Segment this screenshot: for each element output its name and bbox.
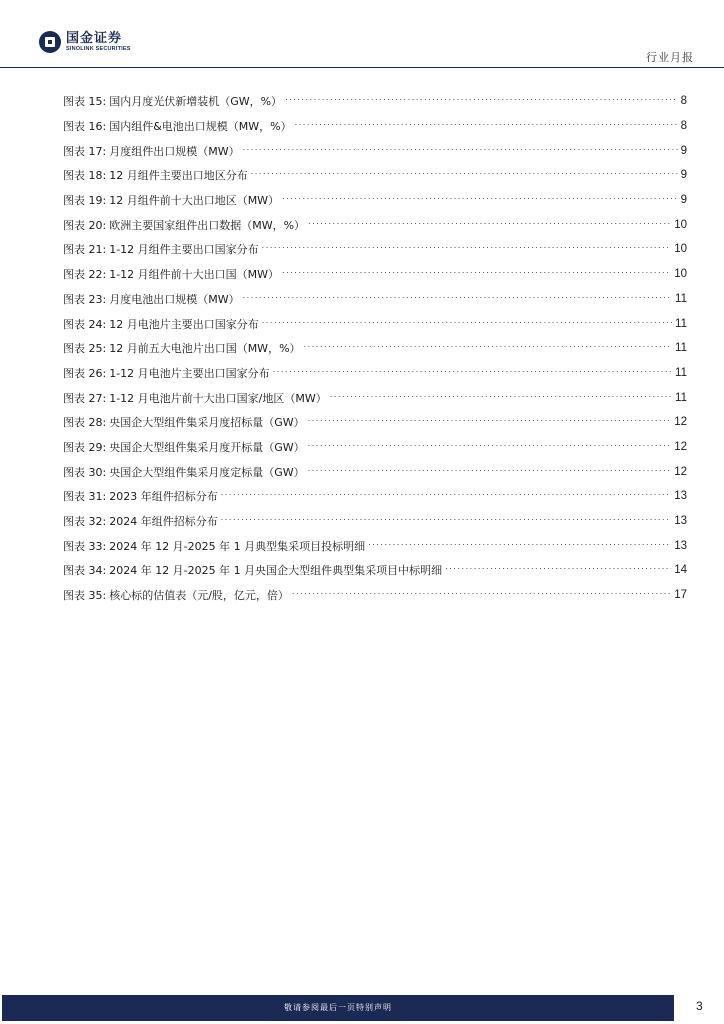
toc-entry[interactable] bbox=[63, 533, 687, 558]
toc-entry-title: 央国企大型组件集采月度开标量（GW） bbox=[109, 440, 305, 454]
toc-entry[interactable] bbox=[63, 114, 687, 139]
toc-entry-page: 13 bbox=[674, 539, 687, 552]
page-header bbox=[0, 0, 724, 68]
toc-entry-page: 9 bbox=[680, 194, 687, 207]
toc-entry-title: 2024 年 12 月-2025 年 1 月央国企大型组件典型集采项目中标明细 bbox=[109, 564, 443, 578]
toc-entry-label: 图表 17: bbox=[63, 144, 107, 158]
toc-entry-page: 14 bbox=[674, 564, 687, 577]
toc-entry-label: 图表 16: bbox=[63, 120, 107, 134]
toc-entry[interactable] bbox=[63, 188, 687, 213]
toc-entry[interactable] bbox=[63, 484, 687, 509]
toc-entry-label: 图表 15: bbox=[63, 95, 107, 109]
footer-disclaimer: 敬请参阅最后一页特别声明 bbox=[284, 1003, 392, 1012]
toc-entry[interactable] bbox=[63, 509, 687, 534]
toc-entry-label: 图表 26: bbox=[63, 366, 107, 380]
toc-dot-leader bbox=[295, 119, 678, 133]
toc-entry-title: 1-12 月组件前十大出口国（MW） bbox=[109, 268, 280, 282]
toc-entry-page: 11 bbox=[675, 342, 687, 355]
footer-bar bbox=[2, 995, 674, 1021]
toc-entry-label: 图表 25: bbox=[63, 342, 107, 356]
logo-english-name: SINOLINK SECURITIES bbox=[66, 46, 131, 52]
toc-entry-label: 图表 34: bbox=[63, 564, 107, 578]
toc-entry[interactable] bbox=[63, 262, 687, 287]
toc-entry-title: 12 月前五大电池片出口国（MW，%） bbox=[109, 342, 301, 356]
toc-entry-title: 央国企大型组件集采月度定标量（GW） bbox=[109, 465, 305, 479]
toc-entry-label: 图表 24: bbox=[63, 317, 107, 331]
toc-entry-label: 图表 20: bbox=[63, 218, 107, 232]
toc-dot-leader bbox=[285, 94, 678, 108]
toc-dot-leader bbox=[304, 341, 673, 355]
toc-entry-label: 图表 31: bbox=[63, 490, 107, 504]
toc-entry-title: 12 月电池片主要出口国家分布 bbox=[109, 317, 259, 331]
toc-entry-page: 13 bbox=[674, 490, 687, 503]
toc-entry[interactable] bbox=[63, 459, 687, 484]
toc-entry-page: 8 bbox=[680, 120, 687, 133]
toc-dot-leader bbox=[308, 415, 672, 429]
toc-entry-page: 12 bbox=[674, 440, 687, 453]
toc-entry[interactable] bbox=[63, 385, 687, 410]
toc-dot-leader bbox=[368, 539, 671, 553]
report-type-label: 行业月报 bbox=[646, 51, 694, 64]
toc-entry-label: 图表 29: bbox=[63, 440, 107, 454]
toc-entry-title: 2024 年组件招标分布 bbox=[109, 515, 218, 529]
toc-entry-label: 图表 35: bbox=[63, 589, 107, 603]
toc-entry-label: 图表 22: bbox=[63, 268, 107, 282]
chart-index-list bbox=[63, 89, 687, 607]
toc-entry-page: 12 bbox=[674, 465, 687, 478]
toc-entry-page: 17 bbox=[674, 589, 687, 602]
toc-entry-title: 月度电池出口规模（MW） bbox=[109, 292, 240, 306]
toc-entry[interactable] bbox=[63, 410, 687, 435]
sinolink-logo-icon bbox=[38, 30, 62, 54]
toc-entry-page: 11 bbox=[675, 292, 687, 305]
toc-entry-title: 国内月度光伏新增装机（GW，%） bbox=[109, 95, 283, 109]
toc-dot-leader bbox=[308, 465, 672, 479]
toc-entry-title: 央国企大型组件集采月度招标量（GW） bbox=[109, 416, 305, 430]
toc-entry-page: 10 bbox=[674, 268, 687, 281]
header-divider bbox=[0, 67, 724, 68]
toc-entry-page: 11 bbox=[675, 317, 687, 330]
toc-dot-leader bbox=[330, 391, 672, 405]
toc-entry-label: 图表 21: bbox=[63, 243, 107, 257]
toc-entry[interactable] bbox=[63, 361, 687, 386]
toc-entry[interactable] bbox=[63, 583, 687, 608]
page-number: 3 bbox=[696, 999, 703, 1013]
toc-entry-title: 欧洲主要国家组件出口数据（MW，%） bbox=[109, 218, 306, 232]
toc-entry-title: 核心标的估值表（元/股，亿元，倍） bbox=[109, 589, 289, 603]
logo-chinese-name: 国金证券 bbox=[66, 31, 123, 46]
toc-entry[interactable] bbox=[63, 435, 687, 460]
toc-dot-leader bbox=[273, 366, 672, 380]
toc-entry-page: 8 bbox=[680, 95, 687, 108]
toc-entry-page: 10 bbox=[674, 218, 687, 231]
toc-dot-leader bbox=[251, 168, 678, 182]
toc-entry-title: 2023 年组件招标分布 bbox=[109, 490, 218, 504]
toc-dot-leader bbox=[262, 242, 672, 256]
toc-entry-title: 12 月组件前十大出口地区（MW） bbox=[109, 194, 280, 208]
toc-dot-leader bbox=[221, 514, 672, 528]
toc-dot-leader bbox=[243, 144, 678, 158]
toc-entry[interactable] bbox=[63, 138, 687, 163]
toc-entry-label: 图表 23: bbox=[63, 292, 107, 306]
toc-entry[interactable] bbox=[63, 311, 687, 336]
toc-entry-label: 图表 30: bbox=[63, 465, 107, 479]
toc-entry-page: 13 bbox=[674, 515, 687, 528]
toc-dot-leader bbox=[308, 440, 672, 454]
toc-entry-page: 9 bbox=[680, 169, 687, 182]
toc-entry-page: 9 bbox=[680, 144, 687, 157]
toc-entry[interactable] bbox=[63, 212, 687, 237]
toc-entry-title: 月度组件出口规模（MW） bbox=[109, 144, 240, 158]
toc-dot-leader bbox=[292, 588, 671, 602]
toc-entry-page: 11 bbox=[675, 366, 687, 379]
toc-entry-title: 国内组件&电池出口规模（MW，%） bbox=[109, 120, 292, 134]
toc-entry-label: 图表 33: bbox=[63, 539, 107, 553]
toc-entry-page: 11 bbox=[675, 391, 687, 404]
toc-dot-leader bbox=[282, 193, 678, 207]
toc-entry[interactable] bbox=[63, 287, 687, 312]
toc-entry-title: 2024 年 12 月-2025 年 1 月典型集采项目投标明细 bbox=[109, 539, 366, 553]
toc-entry-title: 1-12 月组件主要出口国家分布 bbox=[109, 243, 259, 257]
company-logo bbox=[38, 30, 131, 54]
toc-entry-label: 图表 18: bbox=[63, 169, 107, 183]
toc-dot-leader bbox=[308, 218, 671, 232]
toc-entry-title: 1-12 月电池片主要出口国家分布 bbox=[109, 366, 270, 380]
toc-entry-label: 图表 27: bbox=[63, 391, 107, 405]
toc-entry-title: 12 月组件主要出口地区分布 bbox=[109, 169, 248, 183]
toc-entry-label: 图表 32: bbox=[63, 515, 107, 529]
toc-entry-page: 12 bbox=[674, 416, 687, 429]
toc-dot-leader bbox=[445, 563, 671, 577]
toc-dot-leader bbox=[221, 489, 672, 503]
toc-entry[interactable] bbox=[63, 89, 687, 114]
toc-entry[interactable] bbox=[63, 336, 687, 361]
toc-dot-leader bbox=[243, 292, 672, 306]
toc-entry-label: 图表 28: bbox=[63, 416, 107, 430]
toc-entry[interactable] bbox=[63, 558, 687, 583]
toc-entry[interactable] bbox=[63, 237, 687, 262]
toc-entry-title: 1-12 月电池片前十大出口国家/地区（MW） bbox=[109, 391, 327, 405]
toc-dot-leader bbox=[262, 317, 672, 331]
toc-dot-leader bbox=[282, 267, 671, 281]
toc-entry[interactable] bbox=[63, 163, 687, 188]
toc-entry-label: 图表 19: bbox=[63, 194, 107, 208]
toc-entry-page: 10 bbox=[674, 243, 687, 256]
